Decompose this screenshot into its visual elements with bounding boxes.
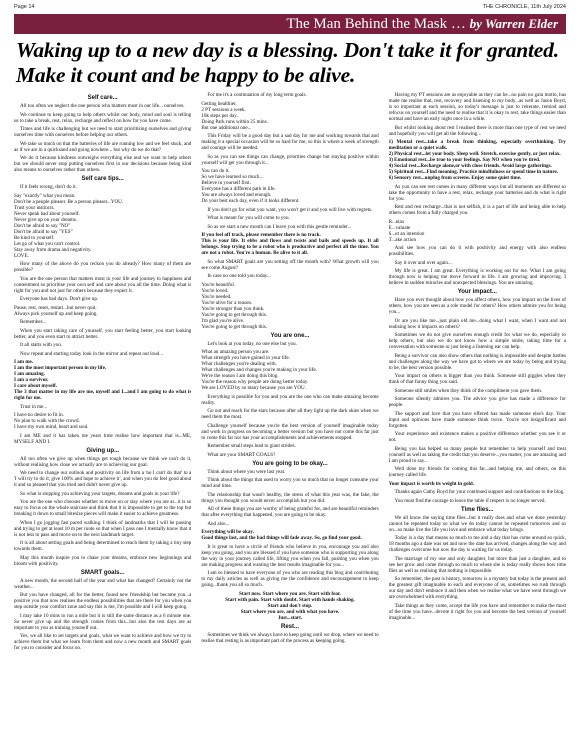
section-heading: Self care... (87, 95, 118, 101)
list-item: Say "exactly" what you mean. (14, 192, 76, 199)
paragraph: Say it over and over again... (394, 259, 452, 266)
list-item: Stay away from drama and negativity. (14, 246, 92, 253)
paragraph: Or are you like me...just plain old me...doing what I want, when I want and not realising how it impacts on others? (388, 317, 566, 330)
list-item: LOVE. (14, 252, 29, 259)
paragraph: So remember, the past is history, tomorrow is a mystery but today is the present and the greatest gift imaginable to each and everyone of us, sometimes we rush through our day and don't embrace it and then when we realise what we have went through we are overwhelmed with everything. (388, 576, 566, 600)
paragraph: Your experience and existence makes a positive difference whether you see it or not. (388, 431, 566, 443)
paragraph: We need to change our outlook and positivity on life from a 'no I can't do that' to a 'I will try to do it, give 100% and hope to achieve it', and when you do feel good about it and so pleased that you tried and didn't never give up. (14, 470, 192, 488)
list-item: 4) Social rest...Recharge alone,or with close friends. Avoid large gatherings. (388, 163, 552, 169)
paragraph: And also... (207, 520, 230, 527)
list-item: 2 PT sessions a week. (201, 106, 246, 113)
article-columns (14, 92, 566, 733)
list-item: I am a survivor. (14, 377, 49, 383)
line-list (201, 101, 378, 131)
list-item: You're loved. (201, 287, 229, 294)
list-item: You're needed. (201, 293, 232, 300)
list-item: Never give up on your dreams. (14, 216, 78, 223)
paragraph: Yes, we all like to set targets and goals, what we want to achieve and how we try to achieve them but what we learn from them and now a new month and SMART goals for you to consider and focus on. (14, 633, 192, 651)
paragraph: Sometimes we think we always have to keep going until we drop, where we need to realise that resting is as important part of the process as keeping going. (201, 631, 379, 644)
paragraph: What are your SMART GOALS? (207, 451, 276, 458)
paragraph: Think about where you were last year. (207, 468, 286, 475)
paragraph: Challenge yourself because you're the best version of yourself imaginable today and work in progress on becoming a better version but you have not come this far just to come this far nor has your accomplishments and achievements stopped. (201, 422, 379, 441)
paragraph: So what SMART goals are you setting off the month with? What growth will you see come August? (201, 258, 379, 271)
paragraph: You are the one who chooses whether to move on or stay where you are at...it is so easy to focus on the whole staircase and think that it is impossible to get to the top but breaking it down to small bitesize pieces will make it easier to achieve greatness. (14, 499, 192, 517)
paragraph: The marriage of my one and only daughter, but more than just a daughter, and to see her grow and come through so much to where she is today really shows how time flies as well as realising that nothing is impossible. (388, 555, 566, 574)
byline: by Warren Elder (469, 16, 558, 31)
paragraph: Today is a day that means so much to me and a day that has come around so quick, 18 months ago a date was set and now the date has arrived, changes along the way and challenges overcome but now the day is waiting for us today. (388, 535, 566, 553)
paragraph: It all starts with you. (20, 342, 63, 348)
list-item: Everything will be okay. (201, 529, 254, 535)
paragraph: What is meant for you will come to you. (207, 215, 290, 221)
paragraph: And see how you can do it with positivity and energy with also endless possibilities. (388, 245, 566, 257)
list-item: Getting healthier. (201, 100, 237, 107)
section-heading: Rest... (280, 623, 299, 630)
list-item: 1) Mental rest...take a break from thinking, especially overthinking. Try meditation or a quiet walk. (388, 139, 566, 151)
list-item: 2) Physical rest...let your body. Sleep well. Stretch, exercise gently, or just relax. (388, 151, 561, 157)
list-item: 5) Spiritual rest...Find meaning. Practice mindfulness or spend time in nature. (388, 169, 559, 175)
bold-lines (14, 359, 191, 401)
list-item: I am amazing. (14, 371, 45, 377)
list-item: Believe in yourself first. (201, 180, 251, 186)
list-item: Start now. Start where you are. Start with fear. (239, 590, 341, 597)
list-item: This is your life. It ebbs and flows and twists and bails and speeds up. It all belongs. Stop trying to be a robot who is productive and perfect all the time. You are not a robot. You're a human. Be alive to it all. (201, 238, 379, 256)
paragraph: Now repeat and starting today look in the mirror and repeat out loud... (20, 350, 164, 357)
paragraph: Let's look at you today, no one else but you. (207, 340, 297, 347)
paragraph: But whilst looking about rest I realised there is more than one type of rest we need and hopefully you will get all the following... (388, 124, 566, 137)
section-heading: SMART goals... (80, 569, 125, 576)
paragraph: This Friday will be a good day but a sad day for me and working towards that and making it a special occasion will be so hard for me, so this is where a week of strength and courage will be needed. (201, 133, 379, 151)
paragraph: If you don't go for what you want, you won't get it and you will live with regrets. (207, 206, 373, 213)
list-item: What an amazing person you are. (201, 349, 270, 355)
article-column-1 (14, 92, 191, 733)
paragraph: When you start taking care of yourself, you start feeling better, you start looking better, and you even start to attract better. (14, 327, 192, 340)
paragraph: All of these things you are worthy of being grateful for, and are beautiful reminders that after everything that happened, you are going to be okay. (201, 506, 379, 518)
list-item: I have my own mind, heart and soul. (14, 424, 89, 430)
paragraph: Trust in me... (20, 403, 48, 410)
article-column-2 (201, 92, 378, 733)
list-item: Trust your instincts. (14, 204, 55, 211)
bold-lines (389, 481, 566, 487)
paragraph: You are the one person that matters most in your life and journey to happiness and contentment so prioritise your own self and care about you all the time. Doing what is right for you and not just for others because they expect it. (14, 275, 192, 294)
list-item: T...ake action (388, 236, 416, 243)
paragraph: So what is stopping you achieving your targets, dreams and goals in your life? (20, 490, 180, 497)
list-item: Do your best each day, even if it looks different. (201, 198, 300, 204)
paragraph: All too often we give up when things get tough because we think we can't do it, without realising how close we actually are to achieving our goal. (14, 455, 192, 468)
paragraph: Times and life is challenging but we need to start prioritising ourselves and giving ourselves time with ourselves before helping our others. (14, 126, 192, 138)
paragraph: Having my PT sessions are as enjoyable as they can be...no pain no gain motto, has made me realise that, rest, recovery and listening to my body...as well as Jason Boyd, is so important at each session, so today's message is just to reiterate, remind and refocus on yourself and the need to realise that it is okay to rest, take things easier than normal and have an early night once in a while. (388, 92, 566, 122)
paragraph: I am ME and it has taken me years time realise how important that is...ME, MYSELF AND I. (14, 432, 192, 445)
paragraph: Everyone has bad days. Don't give up. (20, 296, 99, 302)
list-item: Pause, rest, reset, restart...but never quit. (14, 304, 97, 311)
list-item: 6) Sensory rest...unplug from screens. Enjoy some quiet time. (388, 175, 522, 181)
section-heading: Your impact... (457, 289, 497, 295)
paragraph: It is great to have a circle of friends who believe in you, encourage you and also keep you going, and you are blessed if you have someone who is supporting you along the way in your journey called life, lifting you when you fall, pushing you when you are making progress and wanting the best results imaginable for you... (201, 543, 379, 568)
paragraph: Well done my friends for coming this far...and helping me, and others, on this journey called life. (388, 466, 566, 478)
list-item: You are always loved and enough. (201, 192, 272, 198)
paragraph: A new month, the second half of the year and what has changed? Certainly not the weather... (14, 577, 192, 590)
paragraph: My life is great. I am great. Everything is working out for me. What I am going through now is helping me move forward in life. I am growing and improving. I believe in sudden miracles and unexpected blessings. You are amazing. (388, 268, 566, 286)
paragraph: Remember... (20, 319, 46, 325)
paragraph: How many of the above do you reckon you do already? How many of them are possible? (14, 261, 192, 273)
section-heading: You are going to be okay... (252, 460, 328, 467)
paragraph: Being you has helped so many people but remember to help yourself and treat yourself as well as taking the credit that you deserve...you matter, you are amazing and I am proud to say... (388, 445, 566, 464)
paragraph: It is all about setting goals and being determined to reach them by taking a tiny step towards them. (14, 540, 192, 552)
paragraph: Thanks again Cathy Boyd for your continued support and contributions to the blog. (394, 489, 565, 495)
line-list (201, 349, 378, 391)
list-item: You're going to get through this. (201, 311, 268, 318)
line-list (14, 305, 191, 317)
list-item: Start where you are, and with what you have. (240, 608, 340, 615)
list-item: Always pick yourself up and keep going. (14, 310, 98, 317)
list-item: What challenges you're dealing with. (201, 361, 277, 367)
centered-lines (201, 591, 378, 621)
list-item: I care about myself. (14, 383, 57, 389)
line-list (201, 282, 378, 330)
paragraph: Think about the things that used to worry you so much that no longer consume your mind and time. (201, 477, 379, 489)
list-item: 10k steps per day. (201, 112, 238, 119)
paragraph: As you can see rest comes in many different ways but all moments are different so take the opportunity to have a rest, relax, recharge your batteries and do what is right for you. (388, 183, 566, 202)
list-item: You're going to get through this. (201, 323, 268, 330)
line-list (201, 168, 378, 204)
paragraph: For me it's a continuation of my long term goals. (207, 92, 307, 98)
list-item: Be kind to yourself. (14, 234, 55, 241)
list-item: Your impact is worth its weight in gold. (388, 480, 475, 487)
bold-lines (201, 232, 378, 256)
list-item: I am me. (14, 359, 34, 365)
paragraph: Sometimes we do not give ourselves enough credit for what we do, especially to help others, but also we do not know how a simple smile, taking time for a conversation with someone or just being a listening ear can help. (388, 332, 566, 350)
paragraph: When I go jogging fast paced walking. I think of landmarks that I will be passing and trying to get at least 10 m per route so that when I pass one I mentally know that it is not less to pass and move on to the next landmark target. (14, 519, 192, 538)
paragraph: Remember small steps lead to giant strides. (207, 443, 296, 449)
paragraph: Have you ever thought about how you affect others, how you impact on the lives of others, how you are seen as a role model for others? How others admire you for being you... (388, 297, 566, 315)
list-item: Everyone has a different path in life. (201, 186, 276, 192)
paragraph: Your impact on others is bigger than you think. Someone still giggles when they think of that funny thing you said. (388, 373, 566, 385)
bold-lines (389, 139, 566, 181)
paragraph: We do it because kindness outweighs everything else and we want to help others but we should never stop putting ourselves first in our decisions because being kind also means to ourselves rather than others. (14, 155, 192, 173)
list-item: Start with pain. Start with doubt. Start with hands shaking. (225, 596, 355, 603)
paragraph: You must find the courage to leave the table if respect is no longer served. (394, 497, 546, 504)
section-heading: Time flies... (461, 506, 494, 513)
list-item: You're stronger than you think. (201, 305, 265, 312)
paragraph: But you have changed, all for the better, found new friendship but became you...a positive you that now realises the endless possibilities that are there for you when you step outside your comfort zone and say this is me, I'm possible and I will keep going. (14, 592, 192, 610)
paragraph: So as we start a new month can I leave you with this gentle reminder... (207, 223, 352, 230)
paragraph: We all know the saying time flies...but it really does and what we done yesterday cannot be repeated today so what we do today cannot be repeated tomorrow and so on...so make live the life you love and embrace what today brings. (388, 514, 566, 533)
article-column-3 (389, 92, 566, 733)
section-heading: Giving up... (86, 447, 119, 454)
list-item: Start and don't stop. (267, 602, 313, 609)
paragraph: I may take 10 mins to run a mile but it is still the same distance as a 6 minute one. So never give up and the strength comes from this...but also the rest days are as important to you as training yourself out. (14, 612, 192, 631)
list-item: The 3 that matter in my life are me, myself and I...and I am going to do what is right for me. (14, 389, 192, 401)
running-header (14, 4, 566, 14)
section-heading: Self care tips... (81, 176, 124, 182)
publication-date: THE CHRONICLE, 11th July 2024 (482, 4, 566, 10)
list-item: I have no desire to fit in. (14, 412, 64, 418)
paragraph: We take so much on that the batteries of life are running low and we feel stuck, and as if we are in a quicksand and going nowhere... but why do we do that? (14, 140, 192, 153)
bold-lines (201, 529, 378, 541)
list-item: 3) Emotional rest...be true to your feelings. Say NO when you're tired. (388, 157, 541, 163)
list-item: Good things last, and the bad things will fade away. So, go find your good. (201, 535, 362, 541)
list-item: I'm glad you're alive. (201, 317, 245, 324)
banner-title: The Man Behind the Mask … (286, 16, 466, 32)
paragraph: In case no one told you today... (207, 273, 271, 279)
list-item: S...et an intention (388, 230, 425, 237)
list-item: You're the reason why people are doing better today. (201, 379, 309, 385)
list-item: I am the most important person in my life. (14, 365, 107, 371)
list-item: So we have learned so much... (201, 174, 264, 180)
paragraph: We continue to keep going to help others whilst our body, mind and soul is telling us to take a break, rest, relax, recharge and reflect on how far you have come. (14, 111, 192, 124)
list-item: E...valuate (388, 224, 411, 231)
list-item: You can do it. (201, 168, 230, 174)
line-list (14, 412, 191, 430)
paragraph: May this month inspire you to chase your dreams, embrace new beginnings and bloom with positivity. (14, 554, 192, 567)
list-item: But one additional one... (201, 124, 252, 131)
list-item: R...elax (388, 218, 405, 225)
list-item: You're beautiful. (201, 281, 236, 288)
page-number: Page 14 (14, 4, 35, 10)
list-item: We're the reason I am doing this blog. (201, 373, 279, 379)
list-item: Just...start. (277, 614, 303, 621)
paragraph: Go out and reach for the stars because after all they light up the dark skies when we need them the most. (201, 408, 379, 420)
section-heading: You are one... (270, 332, 310, 339)
paragraph: Someone still smiles when they think of the compliment you gave them. (394, 387, 543, 394)
paragraph: All too often we neglect the one person who matters most in our life... ourselves. (20, 103, 185, 109)
list-item: What challenges and changes you're making in your life. (201, 367, 317, 373)
line-list (14, 193, 191, 259)
list-item: Don't be a people pleaser. Be a person pleaser...YOU. (14, 198, 124, 205)
line-list (389, 219, 566, 243)
paragraph: Take things as they come, accept the life you have and remember to make the most of the time you have...devote it right for you and become the best version of yourself imaginable... (388, 602, 566, 621)
list-item: Doing Park runs within 25 mins. (201, 118, 268, 125)
list-item: You're alive for a reason. (201, 299, 253, 306)
paragraph: If it feels wrong, don't do it. (20, 184, 77, 190)
paragraph: Someone silently admires you. The advice you give has made a difference for people. (388, 396, 566, 408)
list-item: Don't be afraid to say "NO" (14, 222, 71, 229)
paragraph: Rest and rest recharge...that is not selfish, it is a part of life and being able to help others comes from a fully charged you. (388, 204, 566, 216)
list-item: Don't be afraid to say "YES" (14, 228, 73, 235)
paragraph: So as you can see things can change, priorities change but staying positive within yourself will get you through it... (201, 153, 379, 166)
list-item: No plan to walk with the crowd. (14, 418, 80, 424)
list-item: What strength you have gained in your life. (201, 355, 290, 361)
paragraph: Being a survivor can also show others that nothing is impossible and despite battles and challenges along the way we have got to where we are today by being and trying to be, the best version possible. (388, 352, 566, 371)
paragraph: I am so blessed to have everyone of you who are reading this blog and contributing to my daily articles as well as giving me the confidence and encouragement to keep going...thank you all so much. (201, 570, 379, 588)
column-banner (14, 14, 566, 34)
headline: Waking up to a new day is a blessing. Don't take it for granted. Make it count and be happy to be alive. (16, 38, 559, 87)
list-item: We are LOVED by so many because you are YOU. (201, 385, 306, 391)
paragraph: The support and love that you have offered has made someone else's day. Your input and opinions have made someone think twice. You're not insignificant and forgotten. (388, 410, 566, 429)
list-item: If you feel off track, please remember there is no track. (201, 232, 321, 238)
list-item: Let go of what you can't control. (14, 240, 81, 247)
paragraph: The relationship that wasn't healthy, the stress of what this year was, the fake, the things you thought you would never accomplish but you did. (201, 491, 379, 504)
paragraph: Everything is possible for you and you are the one who can make amazing become reality. (201, 393, 379, 406)
list-item: Never speak bad about yourself. (14, 210, 80, 217)
